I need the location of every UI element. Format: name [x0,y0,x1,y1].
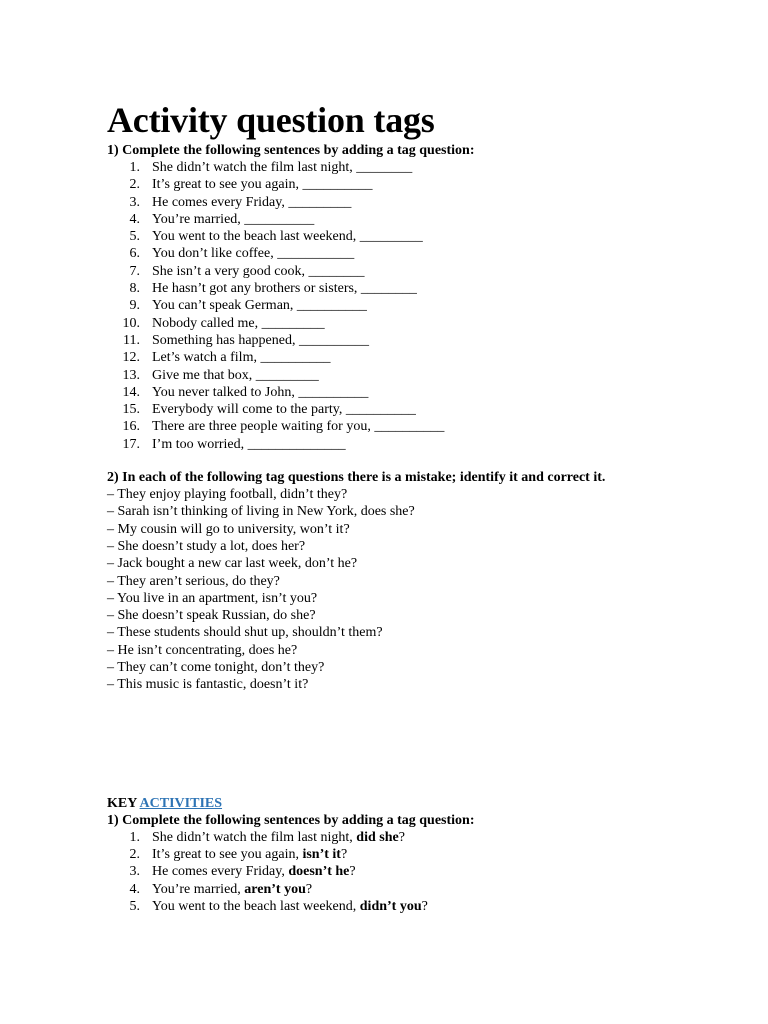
key-heading: 1) Complete the following sentences by adding a tag question: [107,812,475,828]
list-item: 10. Nobody called me, _________ [122,315,325,331]
section1-list [107,159,747,453]
list-item: – This music is fantastic, doesn’t it? [107,677,309,693]
answer: doesn’t he [288,864,350,880]
list-item: – You live in an apartment, isn’t you? [107,590,318,606]
section2-heading: 2) In each of the following tag questions there is a mistake; identify it and correct it. [107,470,606,486]
list-item: 16. There are three people waiting for you, __________ [122,419,445,435]
list-item: 15. Everybody will come to the party, __________ [122,402,416,418]
list-item: 2. It’s great to see you again, __________ [129,177,373,193]
list-item: – They aren’t serious, do they? [107,573,280,589]
page-title: Activity question tags [107,100,435,140]
list-item: 5. You went to the beach last weekend, didn’t you? [129,898,428,914]
answer: did she [356,829,399,845]
answer: didn’t you [359,898,422,914]
section2 [107,469,747,694]
list-item: 9. You can’t speak German, __________ [129,298,367,314]
list-item: 4. You’re married, __________ [129,211,315,227]
answer-key [107,795,747,915]
list-item: 13. Give me that box, _________ [122,367,319,383]
list-item: – She doesn’t study a lot, does her? [107,538,306,554]
key-title [107,795,747,812]
key-list [107,829,747,915]
section1-heading: 1) Complete the following sentences by adding a tag question: [107,143,475,158]
list-item: – He isn’t concentrating, does he? [107,642,298,658]
document-content [107,98,747,915]
list-item: 14. You never talked to John, __________ [122,384,369,400]
list-item: – Sarah isn’t thinking of living in New York, does she? [107,504,415,520]
list-item: – These students should shut up, shouldn’t them? [107,625,383,641]
list-item: – They can’t come tonight, don’t they? [107,660,325,676]
list-item: 3. He comes every Friday, doesn’t he? [129,864,356,880]
key-label: KEY [107,795,140,811]
list-item: 1. She didn’t watch the film last night, ________ [129,160,413,175]
answer: isn’t it [302,846,341,862]
list-item: 11. Something has happened, __________ [123,332,369,348]
list-item: 7. She isn’t a very good cook, ________ [129,263,365,279]
list-item: 3. He comes every Friday, _________ [129,194,352,210]
list-item: – Jack bought a new car last week, don’t he? [107,556,358,572]
list-item: 17. I’m too worried, ______________ [122,436,346,452]
list-item: 12. Let’s watch a film, __________ [122,350,331,366]
list-item: 4. You’re married, aren’t you? [129,881,313,897]
list-item: 1. She didn’t watch the film last night, did she? [129,829,405,845]
list-item: – They enjoy playing football, didn’t they? [107,487,348,503]
list-item: – She doesn’t speak Russian, do she? [107,608,316,624]
list-item: 2. It’s great to see you again, isn’t it? [129,846,348,862]
list-item: – My cousin will go to university, won’t it? [107,521,350,537]
answer: aren’t you [244,881,306,897]
activities-link[interactable]: ACTIVITIES [139,795,223,811]
list-item: 6. You don’t like coffee, ___________ [129,246,355,262]
list-item: 8. He hasn’t got any brothers or sisters, ________ [129,281,417,297]
list-item: 5. You went to the beach last weekend, _________ [129,229,423,245]
